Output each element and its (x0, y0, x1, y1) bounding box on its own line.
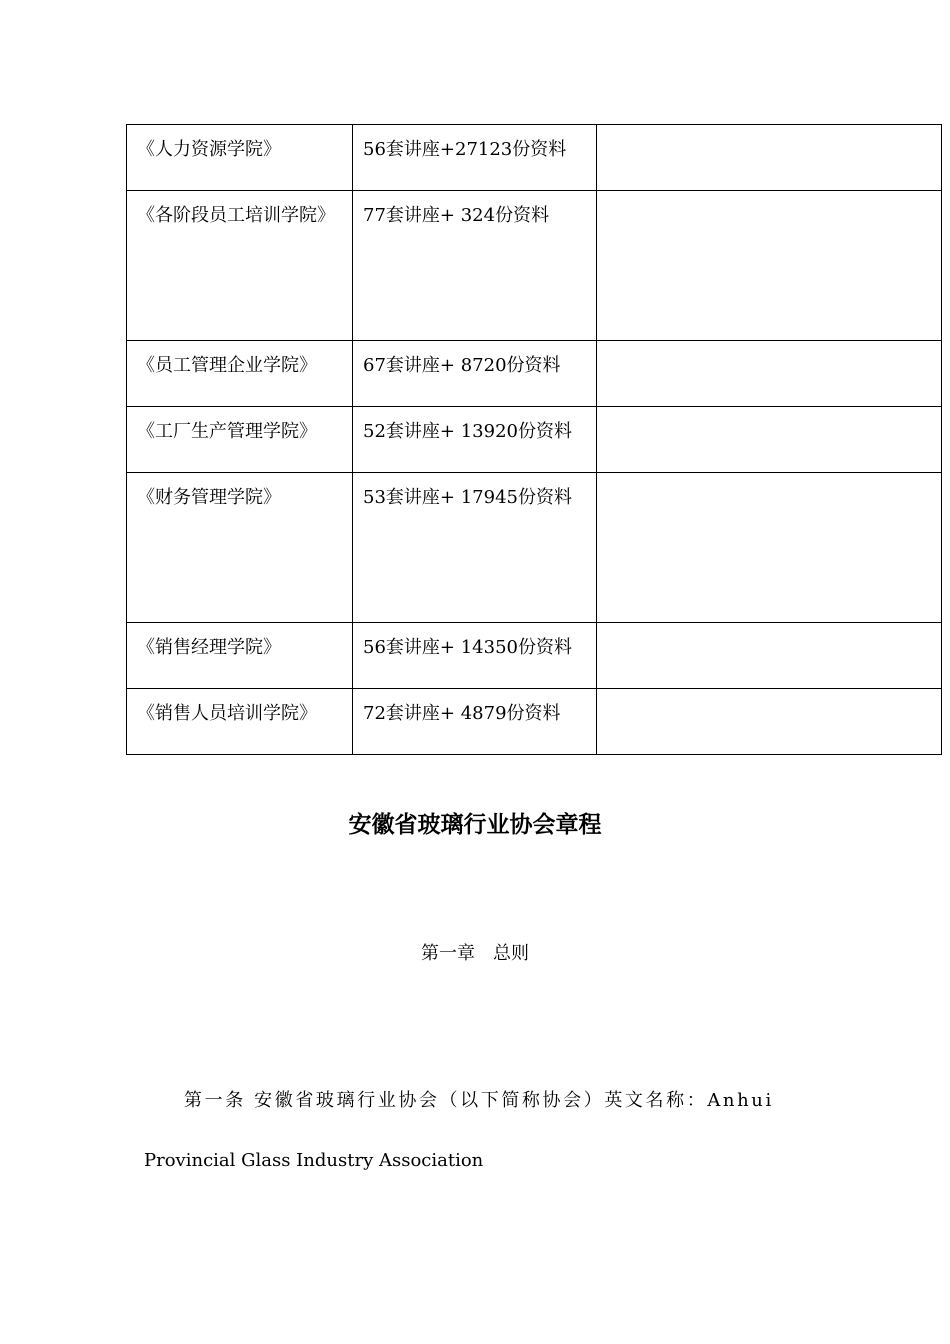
catalog-content-cell (353, 125, 597, 191)
catalog-content-cell (353, 689, 597, 755)
table-row (127, 341, 942, 407)
table-row (127, 623, 942, 689)
college-content: 53套讲座+ 17945份资料 (363, 487, 572, 508)
table-row (127, 473, 942, 623)
catalog-content-cell (353, 623, 597, 689)
document-title: 安徽省玻璃行业协会章程 (348, 812, 602, 838)
college-name: 《员工管理企业学院》 (137, 355, 317, 376)
college-content: 52套讲座+ 13920份资料 (363, 421, 572, 442)
catalog-note-cell (597, 407, 942, 473)
college-content: 56套讲座+ 14350份资料 (363, 637, 572, 658)
catalog-name-cell (127, 623, 353, 689)
catalog-note-cell (597, 341, 942, 407)
article-paragraph (144, 1064, 844, 1198)
catalog-note-cell (597, 473, 942, 623)
article-line-1: 第一条 安徽省玻璃行业协会（以下简称协会）英文名称：Anhui (184, 1090, 774, 1111)
catalog-note-cell (597, 689, 942, 755)
college-name: 《人力资源学院》 (137, 139, 281, 160)
college-name: 《工厂生产管理学院》 (137, 421, 317, 442)
college-name: 《各阶段员工培训学院》 (137, 205, 335, 226)
college-content: 67套讲座+ 8720份资料 (363, 355, 561, 376)
college-name: 《销售经理学院》 (137, 637, 281, 658)
catalog-content-cell (353, 191, 597, 341)
table-row (127, 689, 942, 755)
chapter-heading: 第一章 总则 (421, 943, 529, 964)
catalog-note-cell (597, 623, 942, 689)
college-name: 《财务管理学院》 (137, 487, 281, 508)
course-catalog-table (126, 124, 942, 755)
catalog-content-cell (353, 473, 597, 623)
catalog-name-cell (127, 341, 353, 407)
college-content: 56套讲座+27123份资料 (363, 139, 567, 160)
catalog-content-cell (353, 341, 597, 407)
catalog-name-cell (127, 473, 353, 623)
catalog-note-cell (597, 125, 942, 191)
article-line-2: Provincial Glass Industry Association (144, 1150, 484, 1171)
college-content: 72套讲座+ 4879份资料 (363, 703, 561, 724)
college-content: 77套讲座+ 324份资料 (363, 205, 550, 226)
catalog-name-cell (127, 407, 353, 473)
table-row (127, 191, 942, 341)
catalog-name-cell (127, 689, 353, 755)
catalog-note-cell (597, 191, 942, 341)
college-name: 《销售人员培训学院》 (137, 703, 317, 724)
catalog-name-cell (127, 191, 353, 341)
